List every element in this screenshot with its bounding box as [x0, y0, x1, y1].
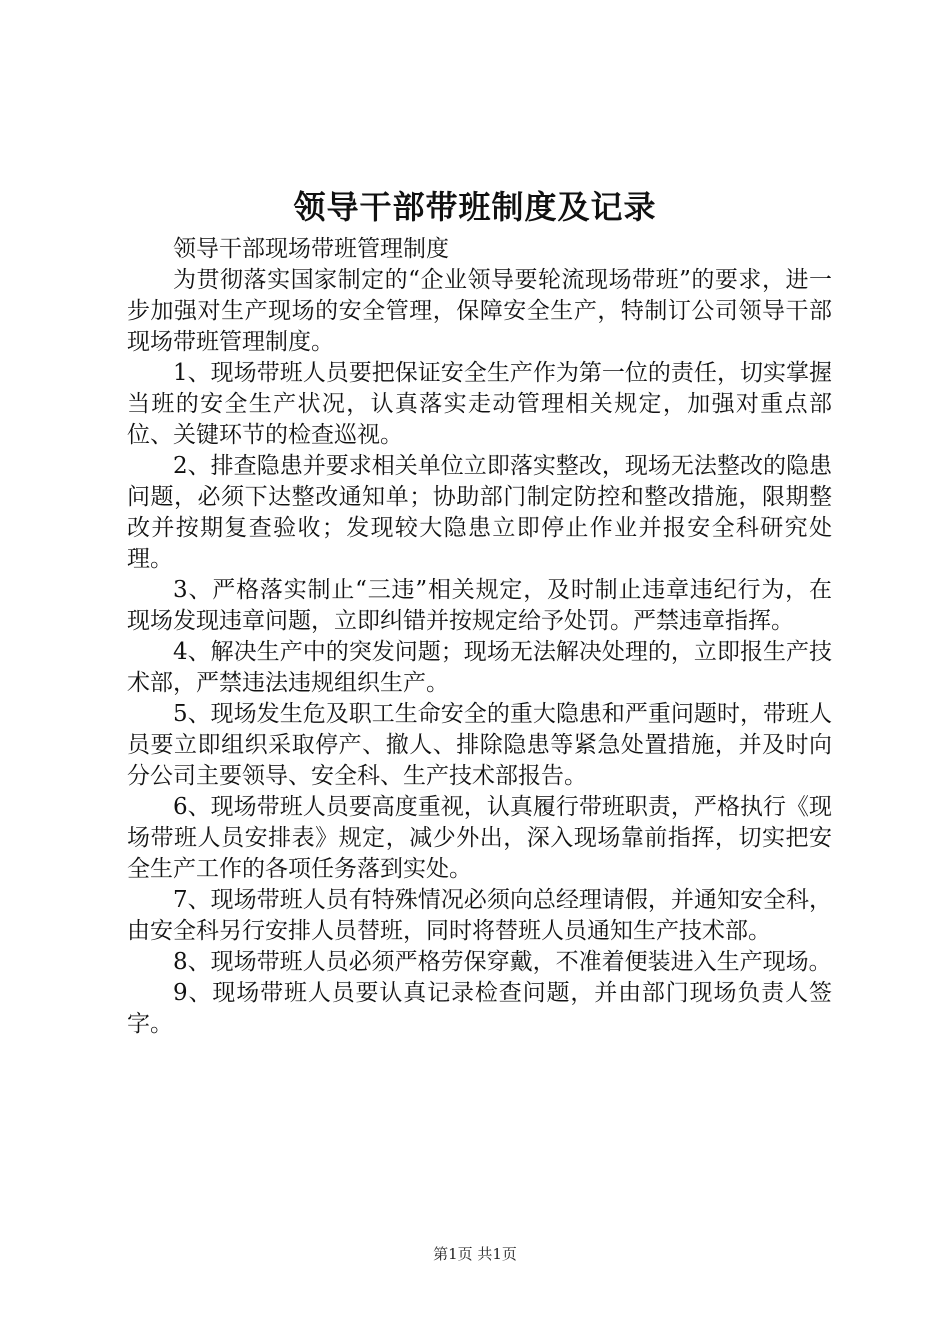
- rule-paragraph-4: 4、解决生产中的突发问题；现场无法解决处理的，立即报生产技术部，严禁违法违规组织生产。: [127, 639, 832, 696]
- rule-paragraph-3: 3、严格落实制止“三违”相关规定，及时制止违章违纪行为，在现场发现违章问题，立即纠错并按规定给予处罚。严禁违章指挥。: [127, 577, 832, 634]
- rule-paragraph-5: 5、现场发生危及职工生命安全的重大隐患和严重问题时，带班人员要立即组织采取停产、撤人、排除隐患等紧急处置措施，并及时向分公司主要领导、安全科、生产技术部报告。: [127, 701, 832, 789]
- rule-paragraph-1: 1、现场带班人员要把保证安全生产作为第一位的责任，切实掌握当班的安全生产状况，认真落实走动管理相关规定，加强对重点部位、关键环节的检查巡视。: [127, 360, 832, 448]
- rule-paragraph-6: 6、现场带班人员要高度重视，认真履行带班职责，严格执行《现场带班人员安排表》规定，减少外出，深入现场靠前指挥，切实把安全生产工作的各项任务落到实处。: [127, 794, 832, 882]
- page-title: 领导干部带班制度及记录: [293, 188, 657, 226]
- rule-paragraph-7: 7、现场带班人员有特殊情况必须向总经理请假，并通知安全科，由安全科另行安排人员替班，同时将替班人员通知生产技术部。: [127, 887, 832, 944]
- intro-paragraph: 为贯彻落实国家制定的“企业领导要轮流现场带班”的要求，进一步加强对生产现场的安全管理，保障安全生产，特制订公司领导干部现场带班管理制度。: [127, 267, 832, 355]
- rule-paragraph-2: 2、排查隐患并要求相关单位立即落实整改，现场无法整改的隐患问题，必须下达整改通知单；协助部门制定防控和整改措施，限期整改并按期复查验收；发现较大隐患立即停止作业并报安全科研究处理。: [127, 453, 832, 572]
- page-footer: 第1页 共1页: [433, 1245, 517, 1263]
- rule-paragraph-8: 8、现场带班人员必须严格劳保穿戴，不准着便装进入生产现场。: [173, 949, 832, 975]
- document-body: [127, 234, 832, 1040]
- subtitle-paragraph: 领导干部现场带班管理制度: [173, 236, 449, 262]
- rule-paragraph-9: 9、现场带班人员要认真记录检查问题，并由部门现场负责人签字。: [127, 980, 832, 1037]
